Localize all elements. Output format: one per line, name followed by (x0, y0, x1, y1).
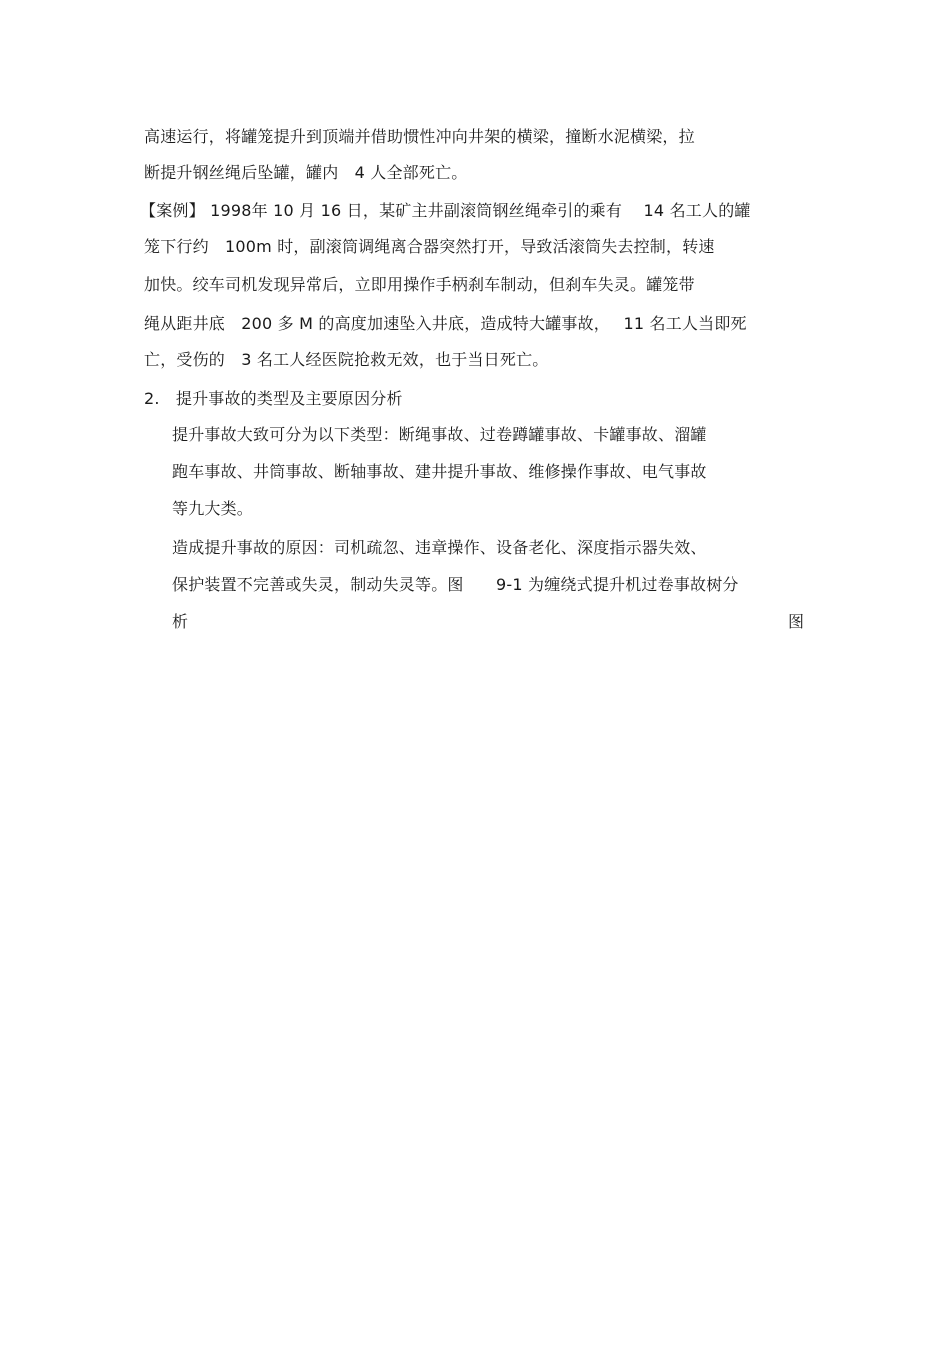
case-line-5: 亡，受伤的 3 名工人经医院抢救无效，也于当日死亡。 (144, 350, 549, 369)
figure-label: 图 (788, 612, 805, 631)
case-line-3: 加快。绞车司机发现异常后，立即用操作手柄刹车制动，但刹车失灵。罐笼带 (144, 275, 695, 294)
section-heading: 2. 提升事故的类型及主要原因分析 (144, 389, 403, 408)
causes-line-2: 保护装置不完善或失灵，制动失灵等。图 9-1 为缠绕式提升机过卷事故树分 (172, 575, 739, 594)
causes-line-3: 析 (172, 612, 189, 631)
case-line-2: 笼下行约 100m 时，副滚筒调绳离合器突然打开，导致活滚筒失去控制，转速 (144, 237, 715, 256)
case-line-4: 绳从距井底 200 多 M 的高度加速坠入井底，造成特大罐事故， 11 名工人当即死 (144, 314, 747, 333)
types-line-1: 提升事故大致可分为以下类型：断绳事故、过卷蹲罐事故、卡罐事故、溜罐 (172, 425, 707, 444)
case-line-1: 【案例】 1998年 10 月 16 日，某矿主井副滚筒钢丝绳牵引的乘有 14 名工人的罐 (140, 201, 751, 220)
paragraph-line-1: 高速运行，将罐笼提升到顶端并借助惯性冲向井架的横梁，撞断水泥横梁，拉 (144, 127, 695, 146)
causes-line-1: 造成提升事故的原因：司机疏忽、违章操作、设备老化、深度指示器失效、 (172, 538, 707, 557)
types-line-3: 等九大类。 (172, 499, 254, 518)
types-line-2: 跑车事故、井筒事故、断轴事故、建井提升事故、维修操作事故、电气事故 (172, 462, 707, 481)
paragraph-line-2: 断提升钢丝绳后坠罐，罐内 4 人全部死亡。 (144, 163, 468, 182)
